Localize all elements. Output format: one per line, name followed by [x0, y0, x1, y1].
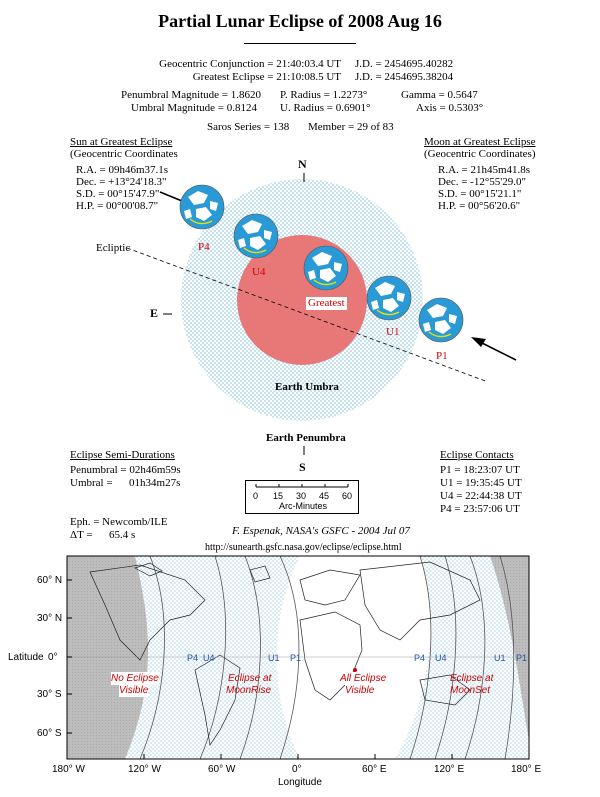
- moon-label-greatest: Greatest: [308, 297, 345, 309]
- map-ytick-30s: 30° S: [37, 689, 62, 700]
- penumbral-duration: Penumbral = 02h46m59s: [70, 464, 181, 476]
- axis: Axis = 0.5303°: [416, 102, 484, 114]
- contact-u4: U4 = 22:44:38 UT: [440, 490, 522, 502]
- contacts-heading: Eclipse Contacts: [440, 449, 514, 461]
- ecliptic-label: Ecliptic: [96, 242, 131, 254]
- moon-label-u1: U1: [386, 326, 400, 338]
- zone-moonrise-1: Eclipse at: [228, 673, 272, 684]
- moon-label-u4: U4: [252, 266, 266, 278]
- curve-left-p4: P4: [187, 653, 199, 663]
- curve-right-p1: P1: [516, 653, 528, 663]
- curve-left-p1: P1: [290, 653, 302, 663]
- moon-ra: R.A. = 21h45m41.8s: [438, 164, 531, 176]
- zone-moonset-1: Eclipse at: [450, 673, 494, 684]
- map-ytick-60s: 60° S: [37, 728, 62, 739]
- moon-heading: Moon at Greatest Eclipse: [424, 136, 536, 148]
- penumbra-label: Earth Penumbra: [266, 432, 346, 444]
- sun-sd: S.D. = 00°15'47.9": [76, 188, 160, 200]
- moon-hp: H.P. = 00°56'20.6": [438, 200, 521, 212]
- moon-label-p4: P4: [198, 241, 210, 253]
- south-label: S: [299, 460, 306, 474]
- zone-moonrise-2: MoonRise: [226, 685, 272, 696]
- curve-left-u1: U1: [268, 653, 280, 663]
- scale-tick-45: 45: [319, 491, 330, 501]
- curve-right-u1: U1: [494, 653, 506, 663]
- sun-subheading: (Geocentric Coordinates: [70, 148, 178, 160]
- north-label: N: [298, 157, 307, 171]
- no-eclipse-region: [67, 556, 148, 759]
- sun-hp: H.P. = 00°00'08.7": [76, 200, 159, 212]
- umbra-radius: U. Radius = 0.6901°: [280, 102, 371, 114]
- map-xtick-60w: 60° W: [208, 764, 236, 775]
- contact-u1: U1 = 19:35:45 UT: [440, 477, 522, 489]
- zone-all-1: All Eclipse: [340, 673, 387, 684]
- curve-right-u4: U4: [435, 653, 447, 663]
- curve-left-u4: U4: [203, 653, 215, 663]
- curve-right-p4: P4: [414, 653, 426, 663]
- map-xtick-120e: 120° E: [434, 764, 465, 775]
- map-xlabel: Longitude: [278, 777, 322, 788]
- map-xtick-180e: 180° E: [511, 764, 542, 775]
- map-ylabel: Latitude: [8, 652, 44, 663]
- sun-ra: R.A. = 09h46m37.1s: [76, 164, 169, 176]
- source-url[interactable]: http://sunearth.gsfc.nasa.gov/eclipse/eclipse.html: [205, 542, 402, 553]
- east-label: E: [150, 306, 159, 320]
- ephemeris: Eph. = Newcomb/ILE: [70, 516, 168, 528]
- zone-all-2: Visible: [345, 685, 375, 696]
- zone-no-eclipse-2: Visible: [119, 685, 149, 696]
- contact-p4: P4 = 23:57:06 UT: [440, 503, 520, 515]
- map-xtick-60e: 60° E: [362, 764, 387, 775]
- scale-tick-0: 0: [253, 491, 259, 501]
- conjunction-jd: J.D. = 2454695.40282: [355, 58, 454, 70]
- gamma: Gamma = 0.5647: [401, 89, 478, 101]
- map-ytick-60n: 60° N: [37, 575, 63, 586]
- page-title: Partial Lunar Eclipse of 2008 Aug 16: [158, 11, 442, 31]
- map-xtick-120w: 120° W: [128, 764, 161, 775]
- durations-heading: Eclipse Semi-Durations: [70, 449, 175, 461]
- saros-member: Member = 29 of 83: [308, 121, 394, 133]
- zone-no-eclipse-1: No Eclipse: [111, 673, 159, 684]
- credit: F. Espenak, NASA's GSFC - 2004 Jul 07: [232, 525, 410, 537]
- map-xtick-180w: 180° W: [52, 764, 85, 775]
- scale-tick-30: 30: [296, 491, 307, 501]
- penumbral-magnitude: Penumbral Magnitude = 1.8620: [121, 89, 262, 101]
- saros-series: Saros Series = 138: [207, 121, 290, 133]
- moon-dec: Dec. = -12°55'29.0": [438, 176, 526, 188]
- scale-tick-15: 15: [273, 491, 284, 501]
- moon-sd: S.D. = 00°15'21.1": [438, 188, 522, 200]
- moon-label-p1: P1: [436, 350, 448, 362]
- umbral-magnitude: Umbral Magnitude = 0.8124: [131, 102, 257, 114]
- conjunction-text: Geocentric Conjunction = 21:40:03.4 UT: [159, 58, 341, 70]
- contact-p1: P1 = 18:23:07 UT: [440, 464, 520, 476]
- scale-label: Arc-Minutes: [279, 501, 328, 511]
- umbral-duration: Umbral = 01h34m27s: [70, 477, 181, 489]
- moon-subheading: (Geocentric Coordinates): [424, 148, 536, 160]
- greatest-jd: J.D. = 2454695.38204: [355, 71, 454, 83]
- sun-heading: Sun at Greatest Eclipse: [70, 136, 173, 148]
- umbra-label: Earth Umbra: [275, 381, 339, 393]
- sun-dec: Dec. = +13°24'18.3": [76, 176, 167, 188]
- delta-t: ΔT = 65.4 s: [70, 529, 136, 541]
- map-ytick-0: 0°: [48, 652, 58, 663]
- penumbra-radius: P. Radius = 1.2273°: [280, 89, 368, 101]
- map-xtick-0: 0°: [292, 764, 302, 775]
- greatest-text: Greatest Eclipse = 21:10:08.5 UT: [192, 71, 341, 83]
- zone-moonset-2: MoonSet: [450, 685, 491, 696]
- scale-tick-60: 60: [342, 491, 353, 501]
- map-ytick-30n: 30° N: [37, 613, 63, 624]
